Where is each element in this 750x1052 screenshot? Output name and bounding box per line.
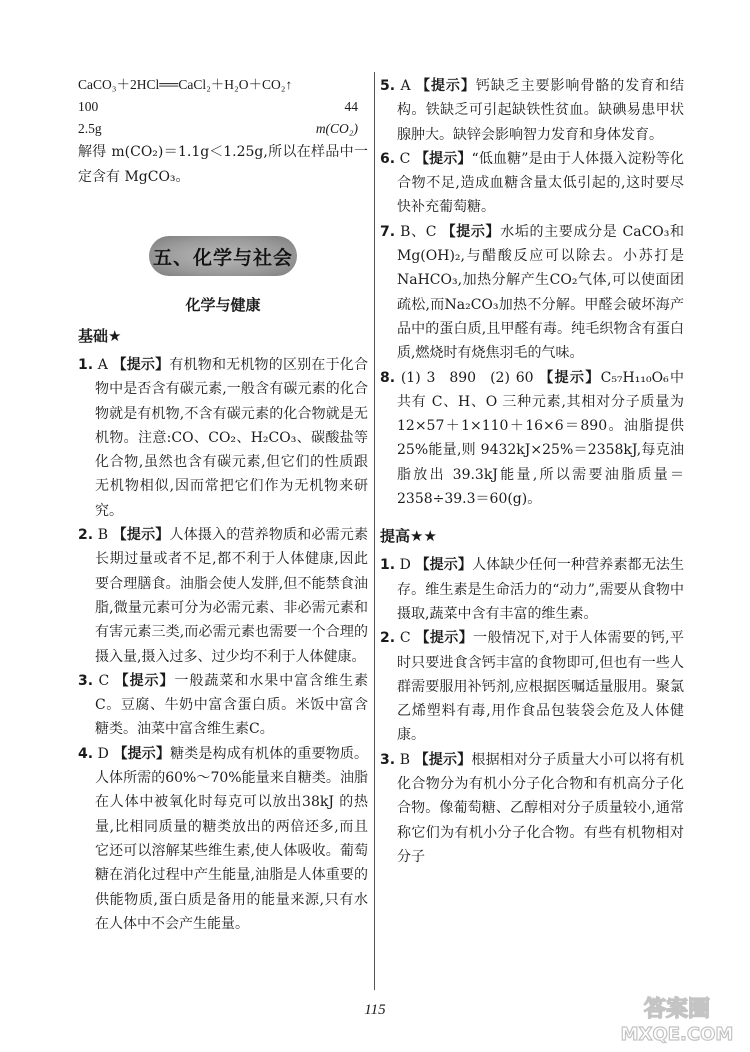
answer-number: 8.	[380, 369, 396, 386]
answer-explanation: 钙缺乏主要影响骨骼的发育和结构。铁缺乏可引起缺铁性贫血。缺碘易患甲状腺肿大。缺锌会影响智力发育和身体发育。	[397, 78, 685, 143]
equation-mass-row	[78, 118, 368, 140]
answer-number: 1.	[78, 357, 94, 373]
answer-list	[380, 74, 684, 511]
hint-label: 【提示】	[414, 751, 472, 768]
answer-explanation: “低血糖”是由于人体摄入淀粉等化合物不足,造成血糖含量太低引起的,这时要尽快补充葡萄糖。	[397, 150, 684, 216]
answer-item	[78, 523, 368, 669]
answer-number: 1.	[380, 557, 396, 574]
answer-explanation: 人体摄入的营养物质和必需元素长期过量或者不足,都不利于人体健康,因此要合理膳食。油脂会使人发胖,但不能禁食油脂,微量元素可分为必需元素、非必需元素和有害元素三类,而必需元素也需要一个合理的摄入量,摄入过多、过少均不利于人体健康。	[95, 527, 369, 665]
answer-item	[380, 74, 684, 147]
answer-explanation: 水垢的主要成分是 CaCO₃和 Mg(OH)₂,与醋酸反应可以除去。小苏打是 NaHCO₃,加热分解产生CO₂气体,可以使面团疏松,而Na₂CO₃加热不分解。甲醛会破坏海产品中的蛋白质,且甲醛有毒。纯毛织物含有蛋白质,燃烧时有烧焦羽毛的气味。	[397, 223, 685, 362]
answer-choice: D	[399, 557, 411, 574]
answer-item	[380, 366, 684, 512]
ratio-right: 44	[344, 99, 358, 114]
watermark-logo	[612, 990, 742, 1046]
answer-explanation: 一般情况下,对于人体需要的钙,平时只要进食含钙丰富的食物即可,但也有一些人群需要服用补钙剂,应根据医嘱适量服用。聚氯乙烯塑料有毒,用作食品包装袋会危及人体健康。	[397, 630, 685, 744]
answer-item	[380, 553, 684, 626]
answer-list	[78, 353, 368, 936]
answer-list	[380, 553, 684, 869]
hint-label: 【提示】	[114, 672, 175, 689]
answer-choice: C	[98, 672, 110, 689]
answer-explanation: 人体缺少任何一种营养素都无法生存。维生素是生命活力的“动力”,需要从食物中摄取,蔬菜中含有丰富的维生素。	[397, 557, 685, 622]
answer-number: 3.	[78, 672, 94, 689]
answer-explanation: C₅₇H₁₁₀O₆中共有 C、H、O 三种元素,其相对分子质量为 12×57＋1×110＋16×6＝890。油脂提供25%能量,则 9432kJ×25%＝2358kJ,每克油脂放出 39.3kJ能量,所以需要油脂质量＝2358÷39.3＝60(g)。	[397, 369, 685, 508]
section-title: 五、化学与社会	[149, 236, 297, 276]
level-basic-heading: 基础★	[78, 327, 122, 345]
hint-label: 【提示】	[415, 630, 474, 647]
answer-item	[78, 669, 368, 742]
answer-choice: C	[399, 150, 411, 167]
mass-right: m(CO₂)	[315, 121, 358, 136]
mass-left: 2.5g	[78, 121, 102, 136]
level-advanced-heading: 提高★★	[380, 527, 437, 546]
answer-choice: D	[97, 745, 109, 762]
answer-choice: (1) 3 890 (2) 60	[400, 369, 534, 386]
hint-label: 【提示】	[113, 745, 171, 762]
answer-choice: B	[97, 527, 109, 544]
answer-number: 5.	[380, 78, 396, 94]
hint-label: 【提示】	[414, 150, 472, 167]
answer-choice: C	[399, 630, 411, 647]
answer-number: 7.	[380, 223, 396, 240]
chemical-equation: CaCO₃＋2HCl══CaCl₂＋H₂O＋CO₂↑	[78, 77, 293, 92]
ratio-left: 100	[78, 99, 99, 114]
answer-explanation: 根据相对分子质量大小可以将有机化合物分为有机小分子化合物和有机高分子化合物。像葡萄糖、乙醇相对分子质量较小,通常称它们为有机小分子化合物。有些有机物相对分子	[397, 751, 685, 865]
answer-item	[380, 626, 684, 747]
hint-label: 【提示】	[112, 357, 170, 373]
svg-text:MXQE.COM: MXQE.COM	[620, 1024, 734, 1045]
equation-ratio-row	[78, 96, 368, 118]
hint-label: 【提示】	[416, 78, 476, 94]
answer-number: 2.	[78, 527, 94, 544]
answer-choice: A	[400, 78, 411, 94]
answer-choice: B、C	[400, 223, 437, 240]
answer-number: 2.	[380, 630, 396, 647]
answer-explanation: 一般蔬菜和水果中富含维生素C。豆腐、牛奶中富含蛋白质。米饭中富含糖类。油菜中富含维生素C。	[95, 672, 369, 738]
left-column	[78, 74, 368, 936]
section-subtitle: 化学与健康	[185, 296, 261, 314]
answer-choice: A	[97, 357, 108, 373]
right-column	[380, 74, 684, 869]
answer-choice: B	[399, 751, 410, 768]
hint-label: 【提示】	[441, 223, 501, 240]
answer-item	[78, 353, 368, 523]
answer-number: 4.	[78, 745, 94, 762]
answer-item	[380, 748, 684, 869]
answer-number: 6.	[380, 150, 396, 167]
hint-label: 【提示】	[539, 369, 601, 386]
answer-item	[380, 220, 684, 366]
answer-explanation: 糖类是构成有机体的重要物质。人体所需的60%～70%能量来自糖类。油脂在人体中被氧化时每克可以放出38kJ 的热量,比相同质量的糖类放出的两倍还多,而且它还可以溶解某些维生素,使人体吸收。葡萄糖在消化过程中产生能量,油脂是人体重要的供能物质,蛋白质是备用的能量来源,只有水在人体中不会产生能量。	[95, 745, 369, 932]
column-divider	[374, 72, 375, 990]
hint-label: 【提示】	[415, 557, 473, 574]
hint-label: 【提示】	[112, 527, 170, 544]
answer-item	[380, 147, 684, 220]
page-number: 115	[364, 1002, 386, 1018]
conclusion-text: 解得 m(CO₂)＝1.1g＜1.25g,所以在样品中一定含有 MgCO₃。	[78, 144, 368, 185]
answer-explanation: 有机物和无机物的区别在于化合物中是否含有碳元素,一般含有碳元素的化合物就是有机物,不含有碳元素的化合物就是无机物。注意:CO、CO₂、H₂CO₃、碳酸盐等化合物,虽然也含有碳元素,但它们的性质跟无机物相似,因而常把它们作为无机物来研究。	[95, 357, 369, 519]
svg-text:答案圈: 答案圈	[643, 997, 711, 1022]
answer-item	[78, 742, 368, 936]
answer-number: 3.	[380, 751, 396, 768]
